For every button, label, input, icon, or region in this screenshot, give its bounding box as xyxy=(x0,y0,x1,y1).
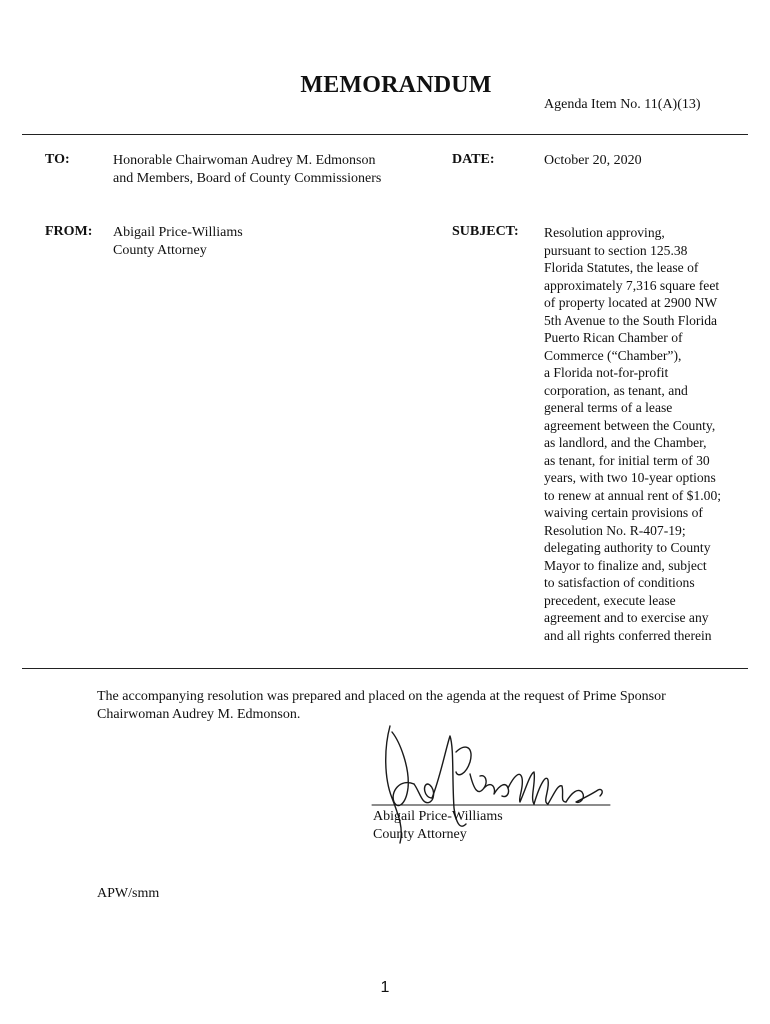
subject-line: Mayor to finalize and, subject xyxy=(544,557,707,573)
subject-line: general terms of a lease xyxy=(544,400,673,415)
page-number: 1 xyxy=(380,979,390,996)
subject-line: to satisfaction of conditions xyxy=(544,575,695,590)
subject-line: pursuant to section 125.38 xyxy=(544,242,688,258)
subject-line: precedent, execute lease xyxy=(544,592,676,608)
from-line-2: County Attorney xyxy=(113,243,207,258)
subject-line: Resolution No. R-407-19; xyxy=(544,522,686,538)
subject-line: to renew at annual rent of $1.00; xyxy=(544,487,722,503)
subject-line: delegating authority to County xyxy=(544,540,711,555)
subject-line: Resolution approving, xyxy=(544,225,665,240)
subject-line: as landlord, and the Chamber, xyxy=(544,435,707,450)
bottom-divider xyxy=(22,668,748,669)
subject-line: Commerce (“Chamber”), xyxy=(544,347,682,363)
to-line-1: Honorable Chairwoman Audrey M. Edmonson xyxy=(113,153,376,168)
subject-line: of property located at 2900 NW xyxy=(544,295,718,310)
date-label: DATE: xyxy=(452,152,495,167)
subject-line: agreement between the County, xyxy=(544,417,716,433)
to-line-2: and Members, Board of County Commissioners xyxy=(113,171,382,186)
top-divider xyxy=(22,134,748,135)
subject-line: Florida Statutes, the lease of xyxy=(544,260,699,275)
subject-text xyxy=(544,224,749,644)
signatory-name: Abigail Price-Williams xyxy=(373,809,503,824)
body-line-1: The accompanying resolution was prepared and placed on the agenda at the request of Prime Sponsor xyxy=(97,689,666,704)
subject-line: years, with two 10-year options xyxy=(544,470,716,485)
body-line-2: Chairwoman Audrey M. Edmonson. xyxy=(97,707,301,722)
to-label: TO: xyxy=(45,152,70,167)
signature-block xyxy=(373,808,503,844)
subject-line: Puerto Rican Chamber of xyxy=(544,330,683,345)
subject-line: 5th Avenue to the South Florida xyxy=(544,312,718,328)
subject-line: as tenant, for initial term of 30 xyxy=(544,452,710,468)
subject-label: SUBJECT: xyxy=(452,224,519,239)
from-label: FROM: xyxy=(45,224,93,239)
subject-line: agreement and to exercise any xyxy=(544,610,709,625)
subject-line: approximately 7,316 square feet xyxy=(544,277,720,293)
date-value: October 20, 2020 xyxy=(544,153,642,168)
subject-line: a Florida not-for-profit xyxy=(544,365,669,380)
subject-line: corporation, as tenant, and xyxy=(544,382,688,398)
agenda-item-number: Agenda Item No. 11(A)(13) xyxy=(544,97,701,112)
from-sender xyxy=(113,224,243,260)
memo-title: MEMORANDUM xyxy=(300,72,492,98)
typist-initials: APW/smm xyxy=(97,886,160,901)
subject-line: and all rights conferred therein xyxy=(544,627,712,643)
subject-line: waiving certain provisions of xyxy=(544,505,703,520)
signatory-title: County Attorney xyxy=(373,827,467,842)
from-line-1: Abigail Price-Williams xyxy=(113,225,243,240)
to-recipient xyxy=(113,152,381,188)
